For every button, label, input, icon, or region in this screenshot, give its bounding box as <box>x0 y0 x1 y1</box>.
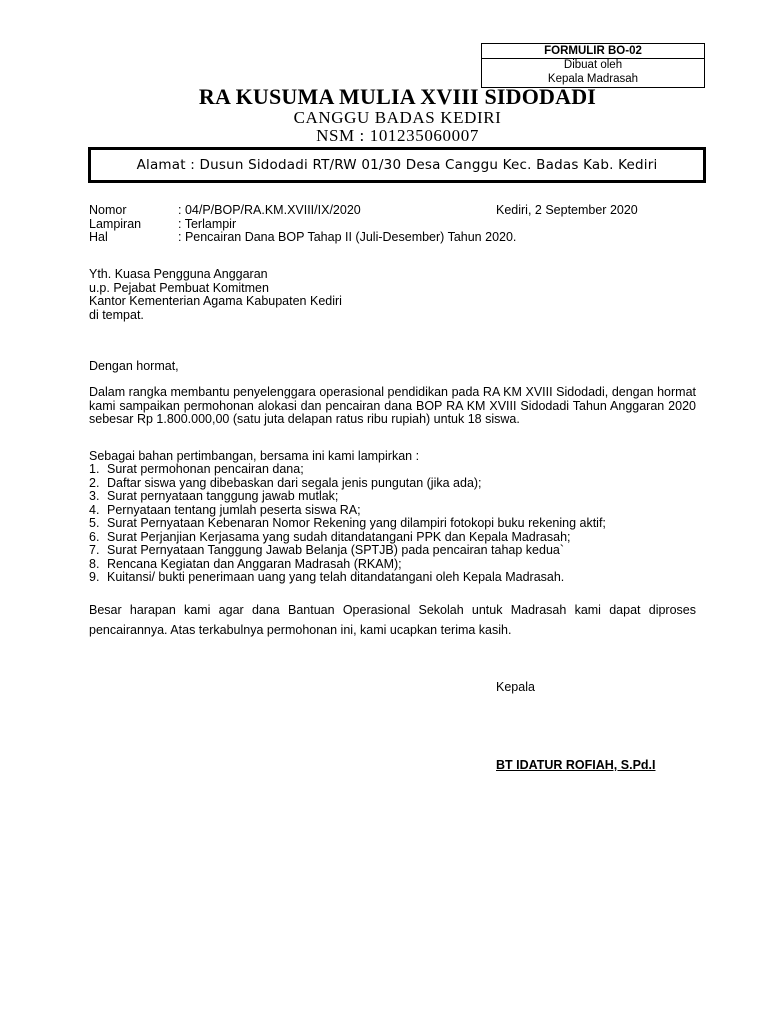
attachments-list <box>89 463 606 585</box>
list-item: 7. Surat Pernyataan Tanggung Jawab Belanja (SPTJB) pada pencairan tahap kedua` <box>89 543 565 557</box>
school-nsm: NSM : 101235060007 <box>316 126 479 145</box>
recipient-line: u.p. Pejabat Pembuat Komitmen <box>89 280 269 295</box>
body-line: sebesar Rp 1.800.000,00 (satu juta delapan ratus ribu rupiah) untuk 18 siswa. <box>89 412 520 426</box>
greeting: Dengan hormat, <box>89 359 179 373</box>
form-code: FORMULIR BO-02 <box>482 44 704 59</box>
school-location: CANGGU BADAS KEDIRI <box>293 108 502 127</box>
list-item: 3. Surat pernyataan tanggung jawab mutlak; <box>89 489 339 503</box>
list-item: 2. Daftar siswa yang dibebaskan dari segala jenis pungutan (jika ada); <box>89 475 482 490</box>
recipient-line: Yth. Kuasa Pengguna Anggaran <box>89 267 268 281</box>
meta-label: Hal <box>89 230 108 244</box>
signature-name: BT IDATUR ROFIAH, S.Pd.I <box>496 758 656 772</box>
body-line: Dalam rangka membantu penyelenggara operasional pendidikan pada RA KM XVIII Sidodadi, dengan hormat <box>89 385 696 399</box>
attachments-intro: Sebagai bahan pertimbangan, bersama ini kami lampirkan : <box>89 449 420 463</box>
body-line: kami sampaikan permohonan alokasi dan pencairan dana BOP RA KM XVIII Sidodadi Tahun Anggaran 2020 <box>89 398 696 413</box>
recipient-block <box>89 268 342 322</box>
form-role: Kepala Madrasah <box>547 73 639 85</box>
address-text: Alamat : Dusun Sidodadi RT/RW 01/30 Desa Canggu Kec. Badas Kab. Kediri <box>136 157 658 173</box>
address-box <box>88 147 706 183</box>
meta-nomor <box>89 203 361 217</box>
letter-date: Kediri, 2 September 2020 <box>496 203 638 217</box>
meta-value: : Pencairan Dana BOP Tahap II (Juli-Desember) Tahun 2020. <box>178 230 517 244</box>
list-item: 8. Rencana Kegiatan dan Anggaran Madrasah (RKAM); <box>89 556 402 571</box>
list-item: 5. Surat Pernyataan Kebenaran Nomor Rekening yang dilampiri fotokopi buku rekening aktif; <box>89 516 606 530</box>
meta-value: : Terlampir <box>178 217 237 231</box>
closing-line: Besar harapan kami agar dana Bantuan Operasional Sekolah untuk Madrasah kami dapat diproses <box>89 603 696 617</box>
list-item: 9. Kuitansi/ bukti penerimaan uang yang telah ditandatangani oleh Kepala Madrasah. <box>89 570 565 584</box>
meta-hal <box>89 230 516 244</box>
recipient-line: Kantor Kementerian Agama Kabupaten Kediri <box>89 294 342 308</box>
meta-label: Nomor <box>89 203 127 217</box>
meta-label: Lampiran <box>89 217 142 231</box>
school-name: RA KUSUMA MULIA XVIII SIDODADI <box>198 84 597 109</box>
closing-line: pencairannya. Atas terkabulnya permohonan ini, kami ucapkan terima kasih. <box>89 623 512 637</box>
list-item: 6. Surat Perjanjian Kerjasama yang sudah ditandatangani PPK dan Kepala Madrasah; <box>89 529 571 544</box>
form-made-by: Dibuat oleh <box>563 59 623 71</box>
recipient-line: di tempat. <box>89 307 144 322</box>
list-item: 4. Pernyataan tentang jumlah peserta siswa RA; <box>89 502 361 517</box>
closing-paragraph <box>89 600 696 640</box>
form-code-box <box>481 43 705 88</box>
meta-value: : 04/P/BOP/RA.KM.XVIII/IX/2020 <box>178 203 361 217</box>
body-paragraph <box>89 386 696 427</box>
meta-lampiran <box>89 217 236 231</box>
signature-title: Kepala <box>496 680 535 694</box>
list-item: 1. Surat permohonan pencairan dana; <box>89 462 304 476</box>
